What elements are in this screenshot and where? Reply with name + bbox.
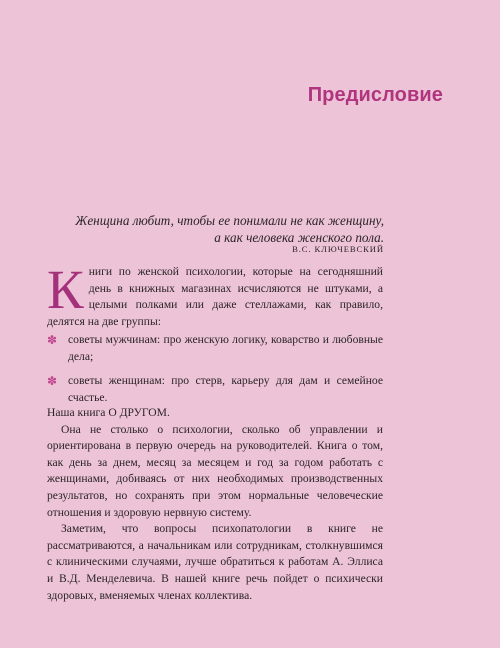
epigraph-line: а как человека женского пола. <box>214 230 384 245</box>
epigraph <box>44 212 384 246</box>
epigraph-author: В.С. КЛЮЧЕВСКИЙ <box>292 244 384 254</box>
list-item-text: советы женщинам: про стерв, карьеру для дам и семейное счастье. <box>68 374 383 404</box>
list-item-text: советы мужчинам: про женскую логику, коварство и любовные дела; <box>68 333 383 363</box>
page-title: Предисловие <box>307 84 443 106</box>
epigraph-line: Женщина любит, чтобы ее понимали не как женщину, <box>75 213 384 228</box>
paragraph: Заметим, что вопросы психопатологии в книге не рассматриваются, а начальникам или сотрудникам, столкнувшимся с клиническими случаями, лучше обратиться к работам А. Эллиса и В.Д. Менделевича. В нашей книге речь пойдет о психически здоровых, вменяемых членах коллектива. <box>47 522 383 602</box>
intro-text: ниги по женской психологии, которые на сегодняшний день в книжных магазинах исчисляются не штуками, а целыми полками или даже стеллажами, как правило, делятся на две группы: <box>47 265 383 328</box>
drop-cap: К <box>47 259 84 320</box>
list-item <box>47 373 383 406</box>
paragraph: Она не столько о психологии, сколько об управлении и ориентирована в первую очередь на руководителей. Книга о том, как день за днем, месяц за месяцем и год за годом работать с женщинами, добиваясь от них необходимых производственных результатов, но сохранять при этом нормальные человеческие отношения и здоровую нервную систему. <box>47 422 383 519</box>
main-text <box>47 405 383 604</box>
flower-bullet-icon: ✽ <box>47 333 58 347</box>
bullet-list <box>47 332 383 414</box>
flower-bullet-icon: ✽ <box>47 374 58 389</box>
intro-paragraph <box>47 259 383 330</box>
list-item <box>47 332 383 365</box>
paragraph: Наша книга О ДРУГОМ. <box>47 406 170 419</box>
